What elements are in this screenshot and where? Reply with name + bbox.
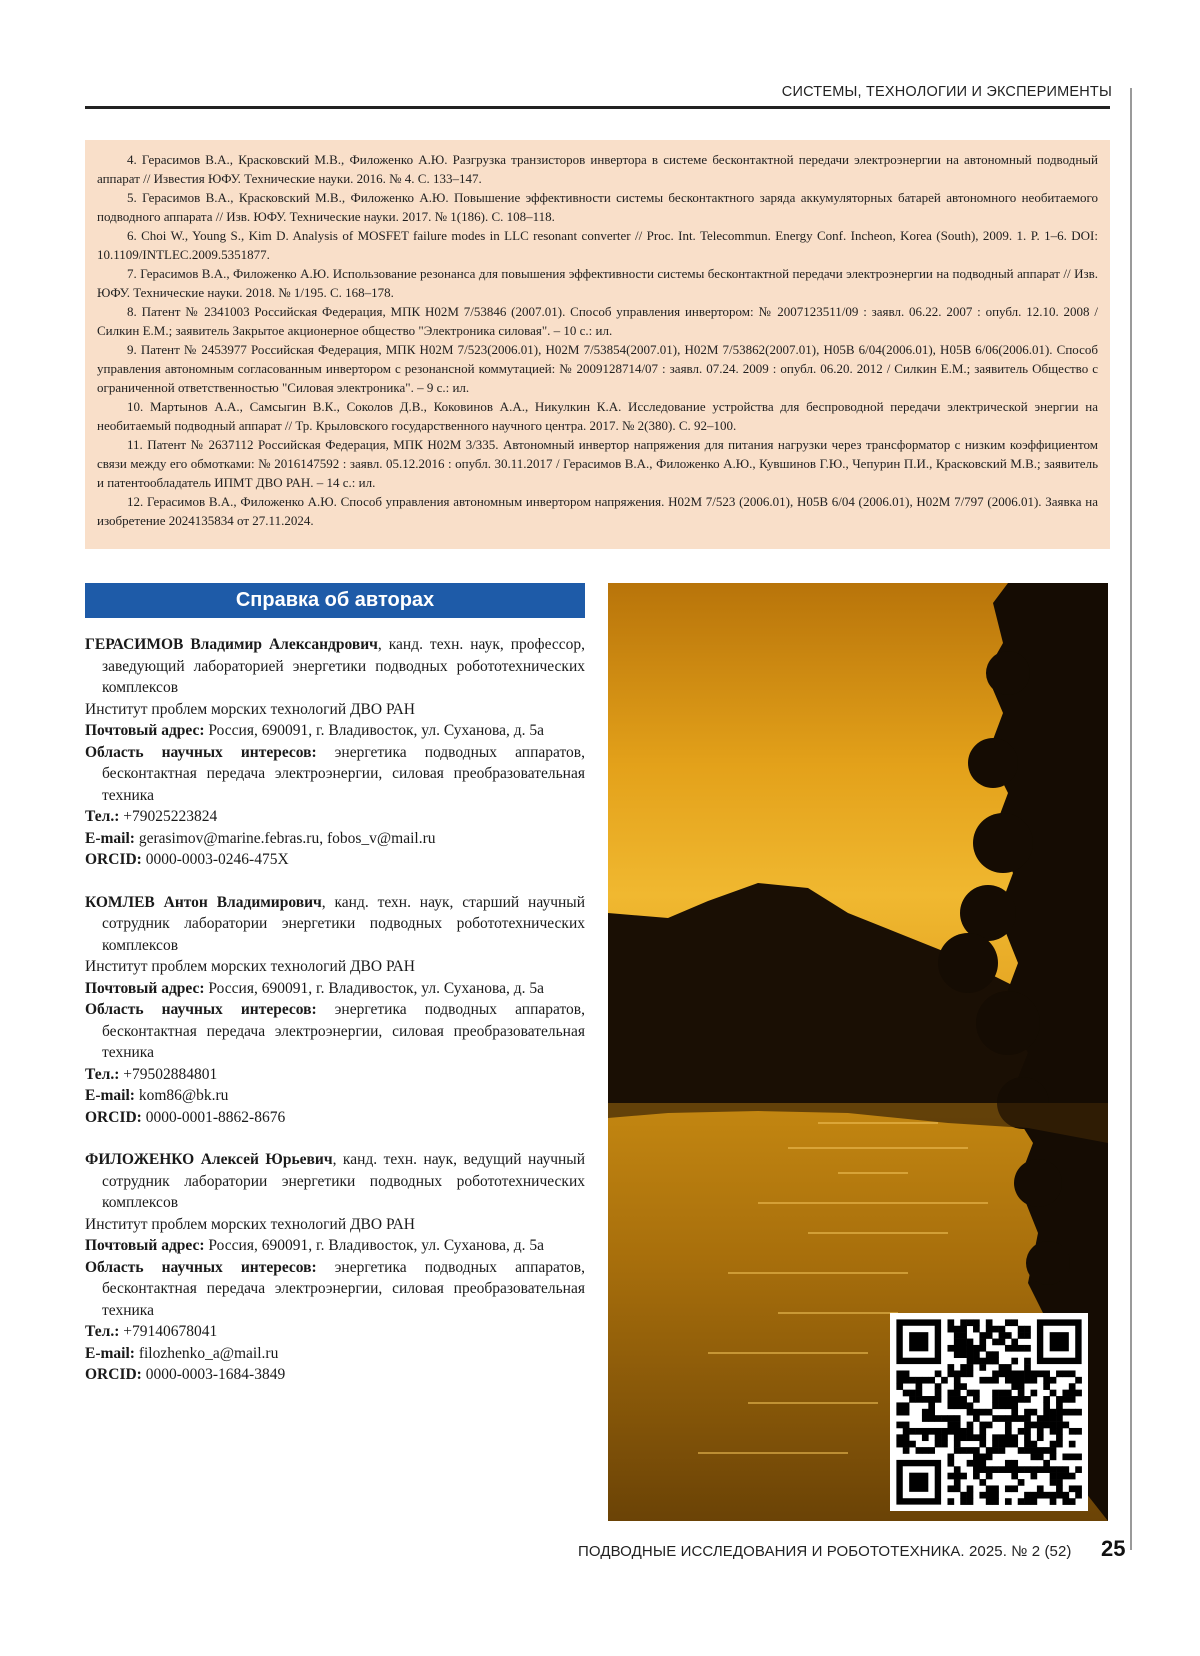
author-address: Россия, 690091, г. Владивосток, ул. Суханова, д. 5а (208, 979, 545, 997)
reference-item: 6. Choi W., Young S., Kim D. Analysis of MOSFET failure modes in LLC resonant converter // Proc. Int. Telecommun. Energy Conf. Incheon, Korea (South), 2009. 1. P. 1–6. DOI: 10.1109/INTLEC.2009.5351877. (97, 228, 1098, 262)
reference-item: 4. Герасимов В.А., Красковский М.В., Филоженко А.Ю. Разгрузка транзисторов инвертора в системе бесконтактной передачи электроэнергии на автономный подводный аппарат // Известия ЮФУ. Технические науки. 2016. № 4. С. 133–147. (97, 152, 1098, 186)
phone-label: Тел.: (85, 1065, 120, 1083)
author-email-line (85, 1085, 585, 1107)
author-address-line (85, 1235, 585, 1257)
author-orcid: 0000-0003-0246-475X (145, 851, 289, 868)
author-email-line (85, 1343, 585, 1365)
reference-item: 7. Герасимов В.А., Филоженко А.Ю. Использование резонанса для повышения эффективности системы бесконтактной передачи электроэнергии на подводный аппарат // Изв. ЮФУ. Технические науки. 2018. № 1/195. С. 168–178. (97, 266, 1098, 300)
author-name: ФИЛОЖЕНКО Алексей Юрьевич (85, 1151, 333, 1168)
author-orcid: 0000-0001-8862-8676 (145, 1108, 286, 1126)
author-phone-line (85, 1064, 585, 1086)
header-rule (85, 106, 1110, 109)
phone-label: Тел.: (85, 808, 120, 825)
references-box (85, 140, 1110, 549)
author-name: ГЕРАСИМОВ Владимир Александрович (85, 636, 378, 653)
authors-list (85, 634, 585, 1407)
author-phone: +79025223824 (123, 808, 218, 825)
author-address: Россия, 690091, г. Владивосток, ул. Суханова, д. 5а (208, 1237, 545, 1254)
author-institute: Институт проблем морских технологий ДВО РАН (85, 700, 415, 718)
author-name-line (85, 892, 585, 957)
author-phone: +79140678041 (123, 1323, 218, 1340)
author-name-line (85, 1149, 585, 1214)
author-orcid-line (85, 1107, 585, 1129)
author-address-line (85, 720, 585, 742)
author-interests-line (85, 742, 585, 807)
reference-item: 12. Герасимов В.А., Филоженко А.Ю. Способ управления автономным инвертором напряжения. H02M 7/523 (2006.01), H05B 6/04 (2006.01), H02M 7/797 (2006.01). Заявка на изобретение 2024135834 от 27.11.2024. (97, 494, 1098, 528)
page-number: 25 (1101, 1536, 1126, 1561)
author-entry (85, 1149, 585, 1386)
author-phone: +79502884801 (123, 1065, 218, 1083)
email-label: E-mail: (85, 1087, 135, 1104)
orcid-label: ORCID: (85, 1108, 142, 1126)
email-label: E-mail: (85, 1344, 135, 1362)
author-interests: энергетика подводных аппаратов, бесконтактная передача электроэнергии, силовая преобразовательная техника (102, 1001, 585, 1061)
author-email-line (85, 828, 585, 850)
address-label: Почтовый адрес: (85, 979, 205, 997)
author-interests: энергетика подводных аппаратов, бесконтактная передача электроэнергии, силовая преобразовательная техника (102, 1258, 585, 1319)
author-orcid-line (85, 1364, 585, 1386)
author-phone-line (85, 806, 585, 828)
interests-label: Область научных интересов: (85, 1001, 317, 1018)
author-interests-line (85, 1257, 585, 1322)
reference-item: 5. Герасимов В.А., Красковский М.В., Филоженко А.Ю. Повышение эффективности системы бесконтактного заряда аккумуляторных батарей автономного необитаемого подводного аппарата // Изв. ЮФУ. Технические науки. 2017. № 1(186). С. 108–118. (97, 190, 1098, 224)
author-phone-line (85, 1321, 585, 1343)
author-interests: энергетика подводных аппаратов, бесконтактная передача электроэнергии, силовая преобразовательная техника (102, 743, 585, 804)
reference-item: 8. Патент № 2341003 Российская Федерация, МПК H02M 7/53846 (2007.01). Способ управления инвертором: № 2007123511/09 : заявл. 06.22. 2007 : опубл. 12.10. 2008 / Силкин Е.М.; заявитель Закрытое акционерное общество "Электроника силовая". – 10 с.: ил. (97, 304, 1098, 338)
address-label: Почтовый адрес: (85, 722, 205, 739)
reference-item: 9. Патент № 2453977 Российская Федерация, МПК H02M 7/523(2006.01), H02M 7/53854(2007.01), H02M 7/53862(2007.01), H05B 6/04(2006.01), H05B 6/06(2006.01). Способ управления автономным согласованным инвертором с резонансной коммутацией: № 2009128714/07 : заявл. 07.24. 2009 : опубл. 06.20. 2012 / Силкин Е.М.; заявитель Общество с ограниченной ответственностью "Силовая электроника". – 9 с.: ил. (97, 342, 1098, 395)
author-email-link[interactable]: filozhenko_a@mail.ru (138, 1344, 279, 1362)
authors-section-title: Справка об авторах (85, 583, 585, 618)
orcid-label: ORCID: (85, 851, 142, 868)
author-name-line (85, 634, 585, 699)
author-address-line (85, 978, 585, 1000)
author-orcid: 0000-0003-1684-3849 (145, 1366, 286, 1383)
interests-label: Область научных интересов: (85, 743, 317, 761)
journal-footer: ПОДВОДНЫЕ ИССЛЕДОВАНИЯ И РОБОТОТЕХНИКА. 2025. № 2 (52) (578, 1543, 1072, 1560)
author-email-link[interactable]: gerasimov@marine.febras.ru, fobos_v@mail.ru (138, 829, 436, 847)
orcid-label: ORCID: (85, 1366, 142, 1383)
author-entry (85, 892, 585, 1129)
author-entry (85, 634, 585, 871)
qr-code-image (890, 1313, 1088, 1511)
author-orcid-line (85, 849, 585, 871)
email-label: E-mail: (85, 829, 135, 847)
author-address: Россия, 690091, г. Владивосток, ул. Суханова, д. 5а (208, 722, 545, 739)
author-position: , канд. техн. наук, ведущий научный сотрудник лаборатории энергетики подводных робототехнических комплексов (102, 1151, 585, 1211)
author-position: , канд. техн. наук, профессор, заведующий лабораторией энергетики подводных робототехнических комплексов (102, 636, 585, 696)
address-label: Почтовый адрес: (85, 1237, 205, 1254)
author-email-link[interactable]: kom86@bk.ru (138, 1087, 229, 1104)
author-institute: Институт проблем морских технологий ДВО РАН (85, 958, 415, 975)
reference-item: 11. Патент № 2637112 Российская Федерация, МПК H02M 3/335. Автономный инвертор напряжения для питания нагрузки через трансформатор с низким коэффициентом связи между его обмотками: № 2016147592 : заявл. 05.12.2016 : опубл. 30.11.2017 / Герасимов В.А., Филоженко А.Ю., Кувшинов Г.Ю., Чепурин П.И., Красковский М.В.; заявитель и патентообладатель ИПМТ ДВО РАН. – 14 с.: ил. (97, 437, 1098, 490)
author-institute: Институт проблем морских технологий ДВО РАН (85, 1215, 415, 1233)
author-position: , канд. техн. наук, старший научный сотрудник лаборатории энергетики подводных робототехнических комплексов (102, 893, 585, 954)
qr-code[interactable] (890, 1313, 1088, 1511)
phone-label: Тел.: (85, 1323, 120, 1340)
reference-item: 10. Мартынов А.А., Самсыгин В.К., Соколов Д.В., Коковинов А.А., Никулкин К.А. Исследование устройства для беспроводной передачи электрической энергии на необитаемый подводный аппарат // Тр. Крыловского государственного научного центра. 2017. № 2(380). С. 92–100. (97, 399, 1098, 433)
page-side-rule (1130, 88, 1132, 1550)
author-interests-line (85, 999, 585, 1064)
section-title: СИСТЕМЫ, ТЕХНОЛОГИИ И ЭКСПЕРИМЕНТЫ (781, 84, 1112, 100)
sunset-river-photo (608, 583, 1108, 1521)
author-name: КОМЛЕВ Антон Владимирович (85, 893, 322, 911)
interests-label: Область научных интересов: (85, 1258, 317, 1276)
